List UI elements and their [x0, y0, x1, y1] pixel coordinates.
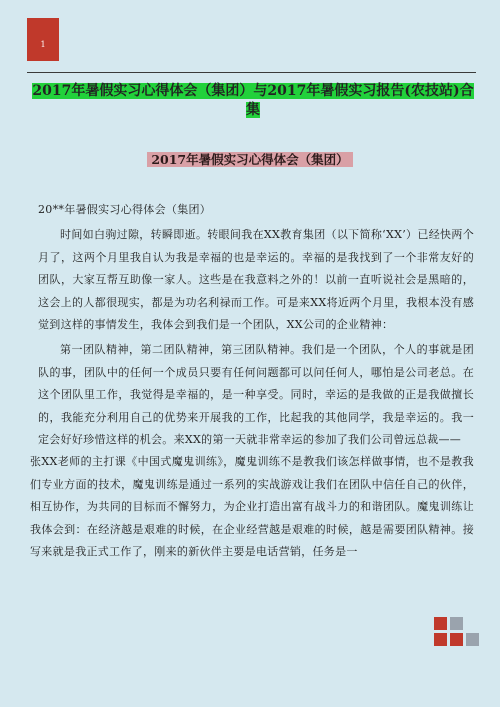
document-title: 2017年暑假实习心得体会（集团）与2017年暑假实习报告(农技站)合集	[32, 83, 474, 118]
decor-square	[450, 617, 463, 630]
document-body	[30, 199, 474, 564]
page-number: 1	[40, 40, 46, 49]
header-rule	[27, 72, 476, 73]
paragraph: 时间如白驹过隙，转瞬即逝。转眼间我在XX教育集团（以下简称‘XX’）已经快两个月了，这两个月里我自认为我是幸福的也是幸运的。幸福的是我找到了一个非常友好的团队，大家互帮互助像一家人。这些是在我意料之外的！以前一直听说社会是黑暗的，这会上的人都很现实，都是为功名利禄而工作。可是来XX将近两个月里，我根本没有感觉到这样的事情发生，我体会到我们是一个团队，XX公司的企业精神：	[38, 228, 474, 332]
paragraph: 第一团队精神，第二团队精神，第三团队精神。我们是一个团队，个人的事就是团队的事，团队中的任何一个成员只要有任何问题都可以问任何人，哪怕是公司老总。在这个团队里工作，我觉得是幸福的，是一种享受。同时，幸运的是我做的正是我做擅长的，我能充分利用自己的优势来开展我的工作，比起我的其他同学，我是幸运的。我一定会好好珍惜这样的机会。来XX的第一天就非常幸运的参加了我们公司曾远总裁——	[38, 343, 474, 447]
decorative-squares	[430, 617, 480, 657]
page-number-badge	[27, 18, 59, 61]
decor-square	[434, 633, 447, 646]
paragraph-subtitle: 20**年暑假实习心得体会（集团）	[38, 203, 212, 216]
paragraph: 张XX老师的主打课《中国式魔鬼训练》，魔鬼训练不是教我们该怎样做事情，也不是教我们专业方面的技术，魔鬼训练是通过一系列的实战游戏让我们在团队中信任自己的伙伴，相互协作，为共同的目标而不懈努力，为企业打造出富有战斗力的和谐团队。魔鬼训练让我体会到：在经济越是艰难的时候，在企业经营越是艰难的时候，越是需要团队精神。接写来就是我正式工作了，刚来的新伙伴主要是电话营销，任务是一	[30, 455, 474, 559]
decor-square	[466, 633, 479, 646]
decor-square	[434, 617, 447, 630]
section-title: 2017年暑假实习心得体会（集团）	[0, 150, 500, 168]
decor-square	[450, 633, 463, 646]
